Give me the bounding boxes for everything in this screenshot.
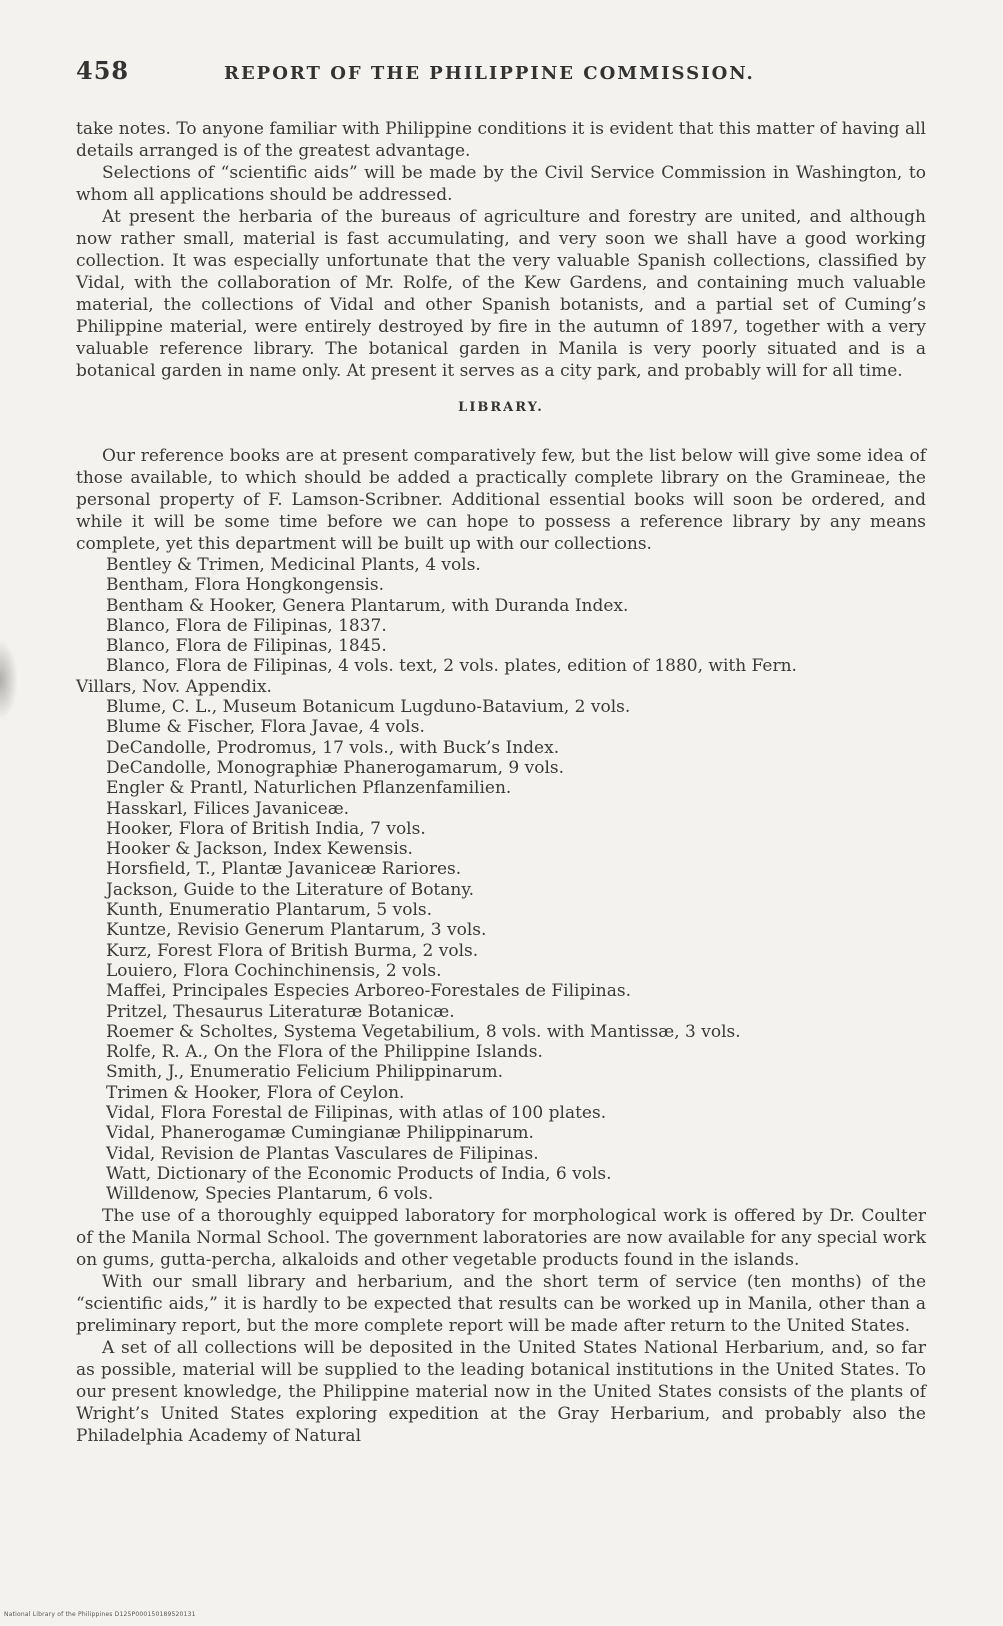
running-head — [76, 56, 926, 96]
report-title: REPORT OF THE PHILIPPINE COMMISSION. — [224, 63, 755, 84]
library-intro: Our reference books are at present comparatively few, but the list below will give some idea of those available, to which should be added a practically complete library on the Gramineae, the personal property of F. Lamson-Scribner. Additional essential books will soon be ordered, and while it will be some time before we can hope to possess a reference library by any means complete, yet this department will be built up with our collections. — [76, 446, 926, 554]
book-entry: Vidal, Revision de Plantas Vasculares de Filipinas. — [106, 1143, 539, 1164]
book-entry: DeCandolle, Monographiæ Phanerogamarum, 9 vols. — [106, 757, 565, 778]
page-edge-shadow — [0, 640, 18, 720]
book-entry: Blanco, Flora de Filipinas, 1845. — [106, 636, 387, 657]
book-entry: Watt, Dictionary of the Economic Products of India, 6 vols. — [106, 1163, 612, 1184]
book-entry: Kurz, Forest Flora of British Burma, 2 vols. — [106, 940, 479, 961]
book-entry: DeCandolle, Prodromus, 17 vols., with Buck’s Index. — [106, 737, 560, 758]
book-entry: Blanco, Flora de Filipinas, 1837. — [106, 615, 387, 636]
book-entry: Smith, J., Enumeratio Felicium Philippinarum. — [106, 1062, 503, 1083]
book-list — [76, 555, 926, 1205]
paragraph: At present the herbaria of the bureaus of agriculture and forestry are united, and although now rather small, material is fast accumulating, and very soon we shall have a good working collection. It was especially unfortunate that the very valuable Spanish collections, classified by Vidal, with the collaboration of Mr. Rolfe, of the Kew Gardens, and containing much valuable material, the collections of Vidal and other Spanish botanists, and a partial set of Cuming’s Philippine material, were entirely destroyed by fire in the autumn of 1897, together with a very valuable reference library. The botanical garden in Manila is very poorly situated and is a botanical garden in name only. At present it serves as a city park, and probably will for all time. — [76, 207, 926, 381]
page-content — [76, 56, 926, 1447]
book-entry: Bentham, Flora Hongkongensis. — [106, 575, 385, 596]
book-entry: Trimen & Hooker, Flora of Ceylon. — [106, 1082, 405, 1103]
book-entry: Vidal, Phanerogamæ Cumingianæ Philippinarum. — [106, 1123, 534, 1144]
book-entry — [76, 656, 926, 697]
paragraph: A set of all collections will be deposited in the United States National Herbarium, and, so far as possible, material will be supplied to the leading botanical institutions in the United States. To our present knowledge, the Philippine material now in the United States consists of the plants of Wright’s United States exploring expedition at the Gray Herbarium, and probably also the Philadelphia Academy of Natural — [76, 1337, 926, 1446]
book-entry: Vidal, Flora Forestal de Filipinas, with atlas of 100 plates. — [106, 1103, 607, 1124]
book-entry: Roemer & Scholtes, Systema Vegetabilium, 8 vols. with Mantissæ, 3 vols. — [106, 1021, 741, 1042]
book-entry: Blume & Fischer, Flora Javae, 4 vols. — [106, 717, 425, 738]
book-entry-text: Blanco, Flora de Filipinas, 4 vols. text, 2 vols. plates, edition of 1880, with Fern. — [106, 656, 797, 677]
book-entry: Engler & Prantl, Naturlichen Pflanzenfamilien. — [106, 778, 512, 799]
scan-footer-tag: National Library of the Philippines D125P000150189520131 — [4, 1611, 196, 1618]
book-entry: Kunth, Enumeratio Plantarum, 5 vols. — [106, 900, 433, 921]
book-entry: Maffei, Principales Especies Arboreo-Forestales de Filipinas. — [106, 981, 631, 1002]
book-entry: Pritzel, Thesaurus Literaturæ Botanicæ. — [106, 1001, 455, 1022]
book-entry: Hasskarl, Filices Javanicеæ. — [106, 798, 350, 819]
paragraph: The use of a thoroughly equipped laboratory for morphological work is offered by Dr. Coulter of the Manila Normal School. The government laboratories are now available for any special work on gums, gutta-percha, alkaloids and other vegetable products found in the islands. — [76, 1205, 926, 1270]
book-entry: Louiero, Flora Cochinchinensis, 2 vols. — [106, 960, 442, 981]
page-number: 458 — [76, 56, 130, 85]
book-entry: Kuntze, Revisio Generum Plantarum, 3 vols. — [106, 920, 487, 941]
paragraph: With our small library and herbarium, and the short term of service (ten months) of the “scientific aids,” it is hardly to be expected that results can be worked up in Manila, other than a preliminary report, but the more complete report will be made after return to the United States. — [76, 1271, 926, 1336]
paragraph: take notes. To anyone familiar with Philippine conditions it is evident that this matter of having all details arranged is of the greatest advantage. — [76, 119, 926, 161]
section-heading-library: LIBRARY. — [458, 400, 544, 415]
book-entry: Hooker & Jackson, Index Kewensis. — [106, 839, 413, 860]
book-entry: Bentley & Trimen, Medicinal Plants, 4 vols. — [106, 555, 481, 575]
book-entry: Horsfield, T., Plantæ Javanicеæ Rariores. — [106, 859, 462, 880]
book-entry: Bentham & Hooker, Genera Plantarum, with Duranda Index. — [106, 595, 629, 616]
book-entry: Jackson, Guide to the Literature of Botany. — [106, 879, 475, 900]
book-entry: Hooker, Flora of British India, 7 vols. — [106, 818, 426, 839]
book-entry-continuation: Villars, Nov. Appendix. — [76, 676, 272, 697]
book-entry: Rolfe, R. A., On the Flora of the Philippine Islands. — [106, 1042, 543, 1063]
book-entry: Blume, C. L., Museum Botanicum Lugduno-Batavium, 2 vols. — [106, 697, 631, 718]
paragraph: Selections of “scientific aids” will be made by the Civil Service Commission in Washington, to whom all applications should be addressed. — [76, 163, 926, 205]
book-entry: Willdenow, Species Plantarum, 6 vols. — [106, 1184, 434, 1205]
